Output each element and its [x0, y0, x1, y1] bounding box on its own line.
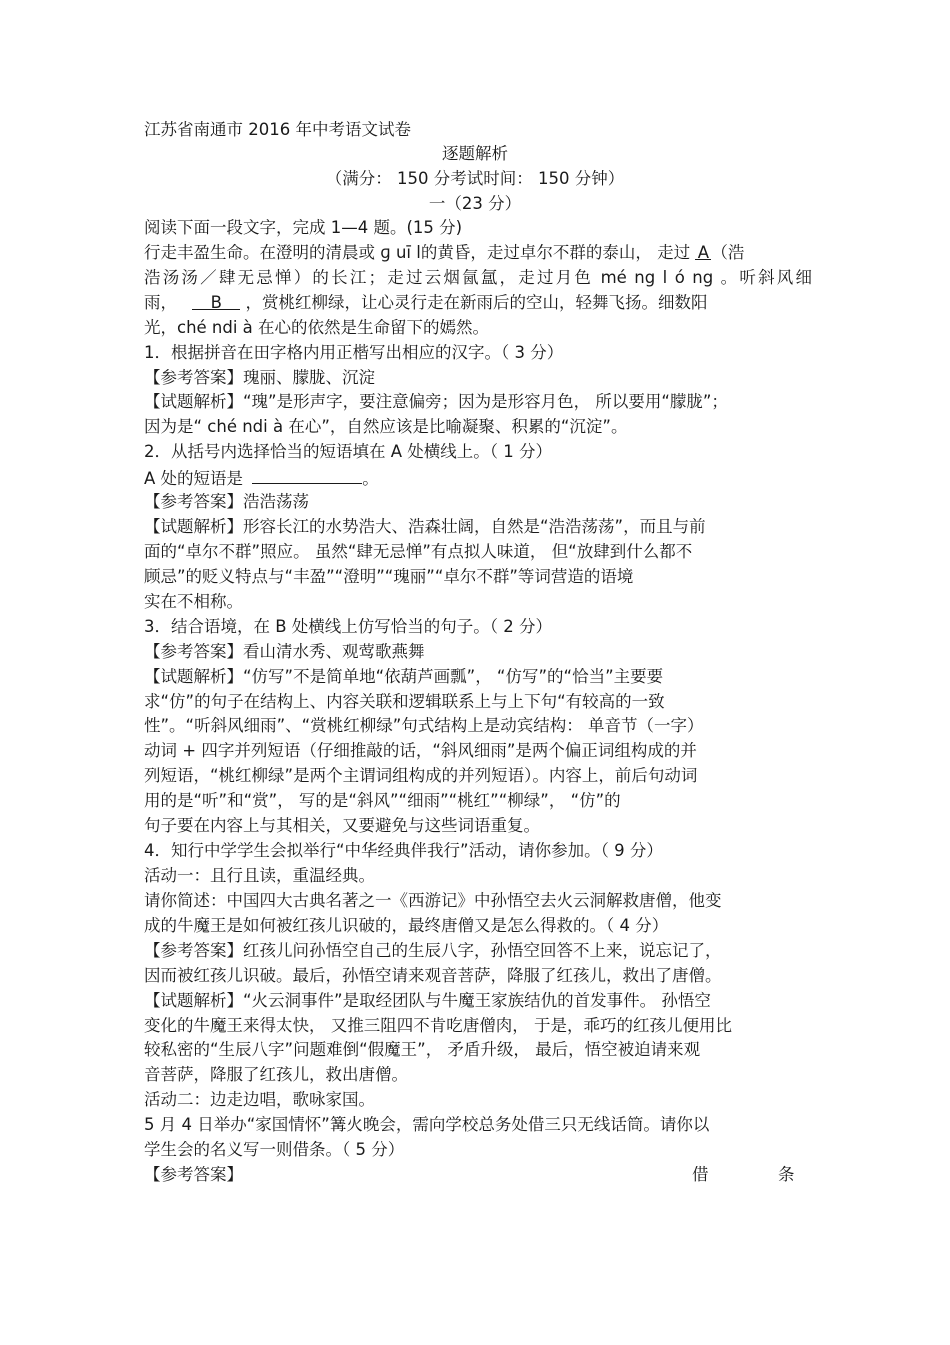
passage-text: 行走丰盈生命。在澄明的清晨或 ɡ uī l: [144, 243, 421, 262]
q4-activity-1-analysis: 【试题解析】“火云洞事件”是取经团队与牛魔王家族结仇的首发事件。 孙悟空: [144, 991, 711, 1010]
q4-activity-2-answer-label: [144, 1163, 812, 1187]
q2-analysis: 实在不相称。: [144, 592, 243, 611]
q3-analysis: 句子要在内容上与其相关，又要避免与这些词语重复。: [144, 816, 540, 835]
passage-text: （浩: [711, 243, 745, 262]
passage-text: 的黄昏，走过卓尔不群的泰山， 走过: [420, 243, 691, 262]
q4-question: 4．知行中学学生会拟举行“中华经典伴我行”活动，请你参加。（ 9 分）: [144, 841, 663, 860]
q3-analysis: 用的是“听”和“赏”， 写的是“斜风”“细雨”“桃红”“柳绿”， “仿”的: [144, 791, 621, 810]
q4-activity-2-question: 5 月 4 日举办“家国情怀”篝火晚会，需向学校总务处借三只无线话筒。请你以: [144, 1115, 710, 1134]
q2-prompt-end: 。: [362, 469, 379, 488]
section-heading: 一（23 分）: [428, 194, 522, 213]
note-heading-char: 条: [778, 1165, 795, 1184]
q4-activity-2: 活动二：边走边唱，歌咏家国。: [144, 1090, 375, 1109]
passage-text: mé ng l ó ng 。听斜风细: [600, 268, 812, 287]
q2-analysis: 面的“卓尔不群”照应。 虽然“肆无忌惮”有点拟人味道， 但“放肆到什么都不: [144, 542, 693, 561]
blank-a: A: [695, 241, 711, 260]
q3-analysis: 求“仿”的句子在结构上、内容关联和逻辑联系上与上下句“有较高的一致: [144, 692, 665, 711]
q3-analysis: 性”。“听斜风细雨”、“赏桃红柳绿”句式结构上是动宾结构： 单音节（一字）: [144, 716, 704, 735]
q2-question: 2．从括号内选择恰当的短语填在 A 处横线上。（ 1 分）: [144, 442, 553, 461]
passage-text: 雨，: [144, 293, 177, 312]
q4-activity-1-answer: 因而被红孩儿识破。最后，孙悟空请来观音菩萨，降服了红孩儿，救出了唐僧。: [144, 966, 722, 985]
q4-activity-1-analysis: 音菩萨，降服了红孩儿，救出唐僧。: [144, 1065, 408, 1084]
q3-question: 3．结合语境，在 B 处横线上仿写恰当的句子。（ 2 分）: [144, 617, 553, 636]
q2-prompt-text: A 处的短语是: [144, 469, 244, 488]
answer-label: 【参考答案】: [144, 1165, 243, 1184]
q1-analysis: 【试题解析】“瑰”是形声字，要注意偏旁；因为是形容月色， 所以要用“朦胧”；: [144, 392, 728, 411]
passage-line-4: 光，ché ndi à 在心的依然是生命留下的嫣然。: [144, 318, 490, 337]
q4-activity-1-answer: 【参考答案】红孩儿问孙悟空自己的生辰八字，孙悟空回答不上来，说忘记了，: [144, 941, 722, 960]
q1-answer: 【参考答案】瑰丽、朦胧、沉淀: [144, 368, 375, 387]
q2-analysis: 顾忌”的贬义特点与“丰盈”“澄明”“瑰丽”“卓尔不群”等词营造的语境: [144, 567, 634, 586]
q4-activity-2-question: 学生会的名义写一则借条。（ 5 分）: [144, 1140, 405, 1159]
exam-subtitle: 逐题解析: [442, 144, 508, 163]
q3-analysis: 动词 + 四字并列短语（仔细推敲的话，“斜风细雨”是两个偏正词组构成的并: [144, 741, 697, 760]
q1-analysis: 因为是“ ché ndi à 在心”，自然应该是比喻凝聚、积累的“沉淀”。: [144, 417, 628, 436]
q2-answer-blank: [252, 465, 362, 484]
exam-meta: （满分： 150 分考试时间： 150 分钟）: [325, 169, 625, 188]
passage-line-1: [144, 241, 812, 265]
passage-text: 浩汤汤／肆无忌惮）的长江；走过云烟氤氲，走过月色: [144, 268, 594, 287]
q4-activity-1-analysis: 变化的牛魔王来得太快， 又推三阻四不肯吃唐僧肉， 于是，乖巧的红孩儿便用比: [144, 1016, 732, 1035]
passage-line-2: [144, 266, 812, 290]
q4-activity-1: 活动一：且行且读，重温经典。: [144, 866, 375, 885]
q3-analysis: 列短语，“桃红柳绿”是两个主谓词组构成的并列短语）。内容上，前后句动词: [144, 766, 698, 785]
passage-line-3: [144, 291, 812, 315]
exam-title: 江苏省南通市 2016 年中考语文试卷: [144, 120, 411, 139]
q1-question: 1．根据拼音在田字格内用正楷写出相应的汉字。（ 3 分）: [144, 343, 564, 362]
q2-prompt: [144, 465, 812, 489]
q4-activity-1-question: 请你简述：中国四大古典名著之一《西游记》中孙悟空去火云洞解救唐僧，他变: [144, 891, 722, 910]
q4-activity-1-question: 成的牛魔王是如何被红孩儿识破的，最终唐僧又是怎么得救的。（ 4 分）: [144, 916, 669, 935]
q4-activity-1-analysis: 较私密的“生辰八字”问题难倒“假魔王”， 矛盾升级， 最后，悟空被迫请来观: [144, 1040, 701, 1059]
q2-answer: 【参考答案】浩浩荡荡: [144, 492, 309, 511]
passage-text: ，赏桃红柳绿，让心灵行走在新雨后的空山，轻舞飞扬。细数阳: [245, 293, 708, 312]
passage-intro: 阅读下面一段文字，完成 1—4 题。(15 分): [144, 218, 463, 237]
q3-analysis: 【试题解析】“仿写”不是简单地“依葫芦画瓢”， “仿写”的“恰当”主要要: [144, 667, 664, 686]
note-heading-char: 借: [692, 1165, 709, 1184]
q3-answer: 【参考答案】看山清水秀、观莺歌燕舞: [144, 642, 425, 661]
q2-analysis: 【试题解析】形容长江的水势浩大、浩森壮阔，自然是“浩浩荡荡”，而且与前: [144, 517, 706, 536]
blank-b: B: [192, 291, 240, 310]
